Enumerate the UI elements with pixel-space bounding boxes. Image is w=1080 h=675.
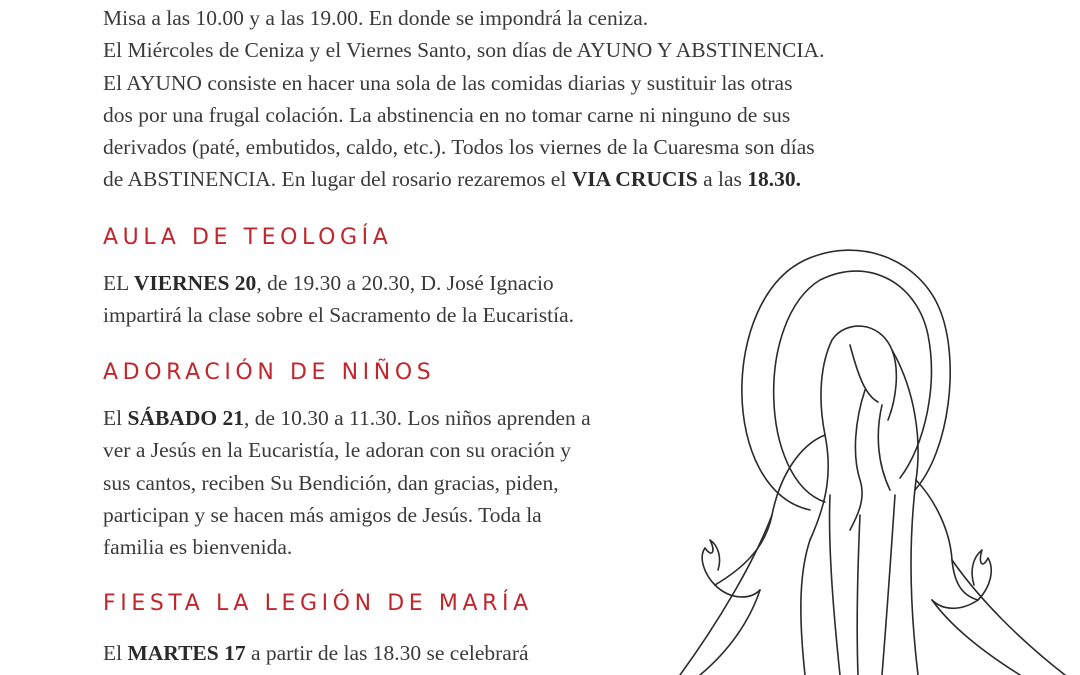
adoracion-line-1-end: , de 10.30 a 11.30. Los niños aprenden a (243, 406, 591, 430)
intro-line-2: El Miércoles de Ceniza y el Viernes Santo, son días de AYUNO Y ABSTINENCIA. (103, 38, 825, 63)
aula-line-1-start: EL (103, 271, 134, 295)
aula-line-1 (103, 267, 663, 299)
ash-wednesday-block (103, 2, 973, 196)
intro-line-5: derivados (paté, embutidos, caldo, etc.). Todos los viernes de la Cuaresma son días (103, 135, 815, 160)
intro-line-4: dos por una frugal colación. La abstinencia en no tomar carne ni ninguno de sus (103, 102, 791, 127)
intro-line-3: El AYUNO consiste en hacer una sola de las comidas diarias y sustituir las otras (103, 70, 793, 95)
intro-line-6-text: de ABSTINENCIA. En lugar del rosario rezaremos el (103, 167, 572, 192)
aula-teologia-body (103, 267, 663, 332)
adoracion-line-1 (103, 402, 663, 434)
adoracion-date: SÁBADO 21 (127, 406, 244, 430)
legion-line-1-end: a partir de las 18.30 se celebrará (245, 641, 529, 665)
legion-date: MARTES 17 (127, 641, 246, 665)
adoracion-line-5: familia es bienvenida. (103, 535, 293, 560)
intro-line-6-mid: a las (697, 167, 748, 192)
aula-teologia-heading: AULA DE TEOLOGÍA (103, 225, 393, 250)
legion-line-1 (103, 637, 663, 669)
adoracion-line-4: participan y se hacen más amigos de Jesús. Toda la (103, 502, 542, 527)
aula-date: VIERNES 20 (133, 271, 257, 295)
legion-maria-body (103, 637, 663, 669)
aula-line-2: impartirá la clase sobre el Sacramento de la Eucaristía. (103, 303, 574, 328)
adoracion-line-3: sus cantos, reciben Su Bendición, dan gracias, piden, (103, 470, 559, 495)
via-crucis-time: 18.30. (747, 167, 802, 192)
virgin-mary-line-art-icon (660, 240, 1080, 675)
adoracion-line-1-start: El (103, 406, 128, 430)
adoracion-ninos-heading: ADORACIÓN DE NIÑOS (103, 360, 436, 385)
legion-line-1-start: El (103, 641, 128, 665)
adoracion-line-2: ver a Jesús en la Eucaristía, le adoran con su oración y (103, 438, 572, 463)
aula-line-1-end: , de 19.30 a 20.30, D. José Ignacio (256, 271, 554, 295)
legion-maria-heading: FIESTA LA LEGIÓN DE MARÍA (103, 591, 533, 616)
intro-line-6 (103, 163, 973, 195)
intro-line-1: Misa a las 10.00 y a las 19.00. En donde se impondrá la ceniza. (103, 6, 649, 30)
via-crucis-label: VIA CRUCIS (571, 167, 698, 192)
adoracion-ninos-body (103, 402, 663, 563)
